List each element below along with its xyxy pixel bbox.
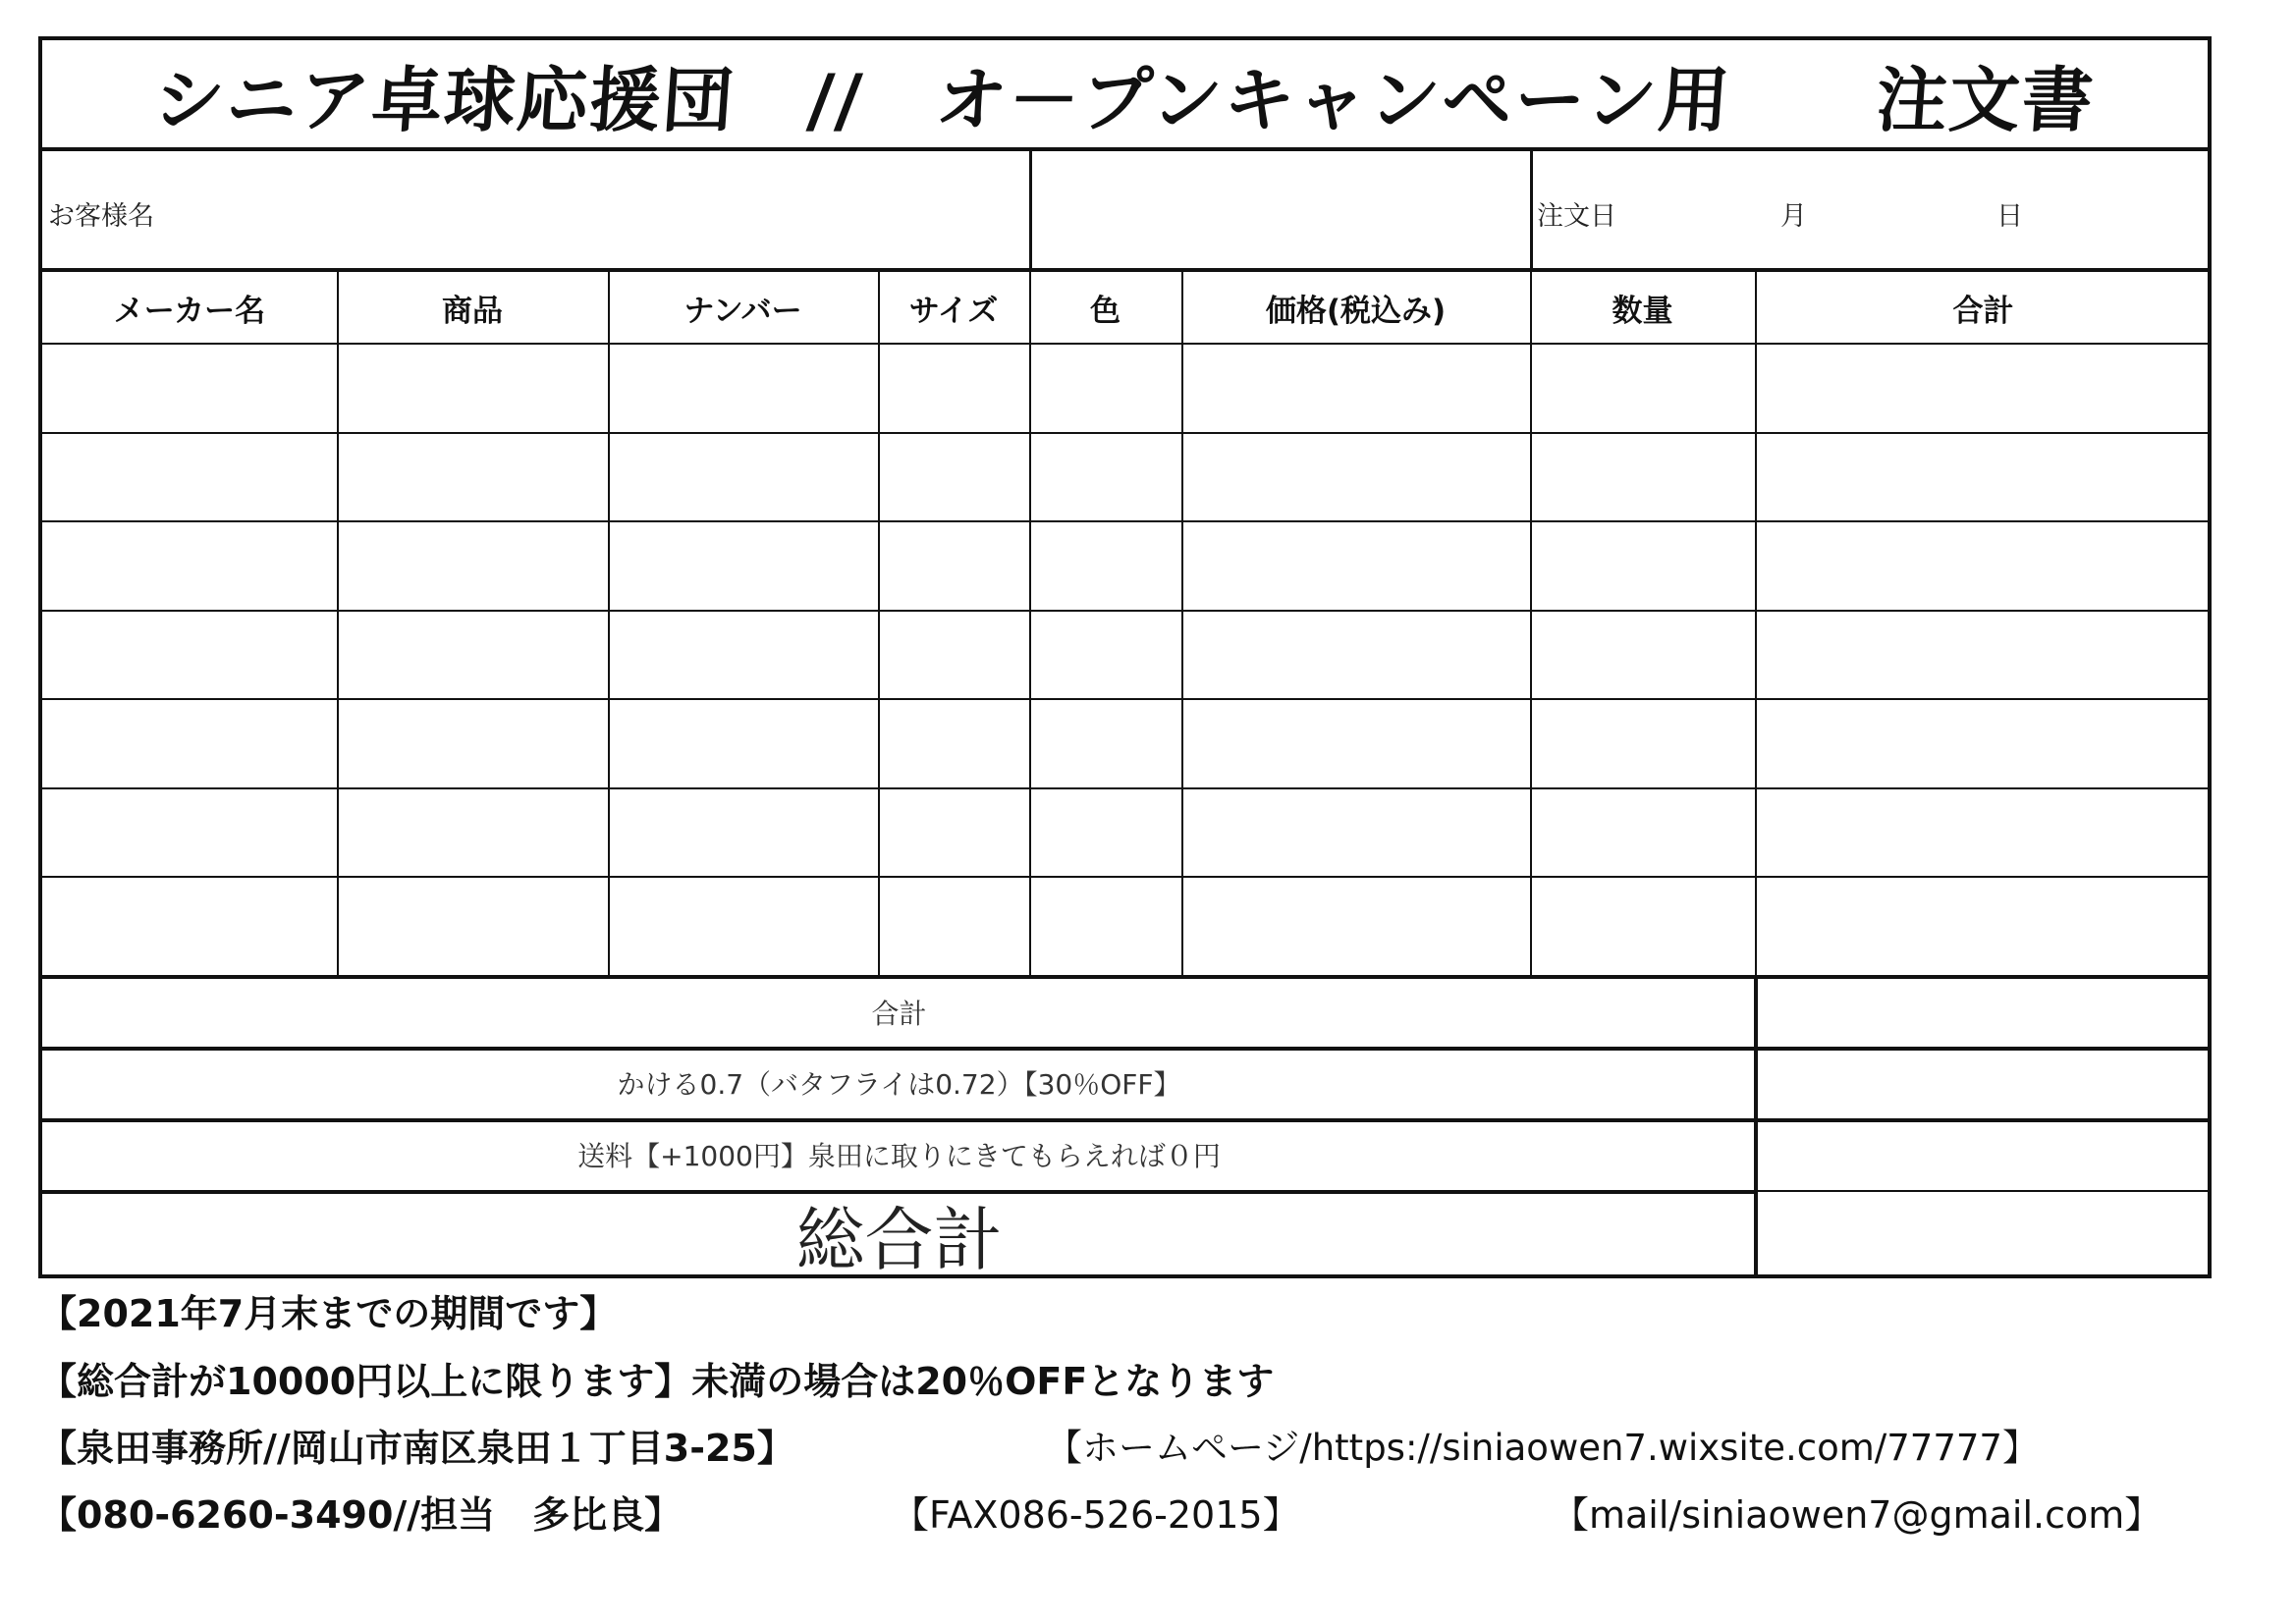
table-cell[interactable] xyxy=(1530,698,1755,787)
table-cell[interactable] xyxy=(1029,520,1181,610)
customer-name-label: お客様名 xyxy=(48,201,154,232)
table-cell[interactable] xyxy=(337,520,608,610)
customer-row xyxy=(42,151,2208,272)
table-cell[interactable] xyxy=(42,698,337,787)
table-cell[interactable] xyxy=(1029,787,1181,877)
table-cell[interactable] xyxy=(608,876,878,965)
header-product: 商品 xyxy=(442,293,503,329)
grid-line xyxy=(42,1190,1756,1194)
table-cell[interactable] xyxy=(337,610,608,699)
order-date-label: 注文日 xyxy=(1537,201,1616,232)
header-total: 合計 xyxy=(1952,293,2014,329)
table-cell[interactable] xyxy=(1755,343,2208,432)
table-cell[interactable] xyxy=(1181,876,1530,965)
table-cell[interactable] xyxy=(878,876,1029,965)
table-cell[interactable] xyxy=(337,432,608,521)
table-cell[interactable] xyxy=(1755,698,2208,787)
table-cell[interactable] xyxy=(878,787,1029,877)
table-cell[interactable] xyxy=(1029,610,1181,699)
header-quantity: 数量 xyxy=(1612,293,1673,329)
header-number: ナンバー xyxy=(683,293,802,329)
table-cell[interactable] xyxy=(1181,698,1530,787)
table-cell[interactable] xyxy=(1755,520,2208,610)
grand-total-label: 総合計 xyxy=(795,1199,1003,1280)
header-maker: メーカー名 xyxy=(113,293,266,329)
table-cell[interactable] xyxy=(337,787,608,877)
table-cell[interactable] xyxy=(1181,787,1530,877)
shipping-label: 送料【+1000円】泉田に取りにきてもらえれば０円 xyxy=(577,1140,1221,1172)
grid-line xyxy=(42,1047,2208,1051)
order-month-label: 月 xyxy=(1780,201,1807,232)
header-price: 価格(税込み) xyxy=(1265,293,1447,329)
footer-condition: 【総合計が10000円以上に限ります】未満の場合は20％OFFとなります xyxy=(39,1360,1275,1403)
table-cell[interactable] xyxy=(878,698,1029,787)
table-cell[interactable] xyxy=(337,698,608,787)
shipping-value[interactable] xyxy=(1757,1119,2212,1190)
order-form xyxy=(38,36,2212,1278)
footer-homepage[interactable]: 【ホームページ/https://siniaowen7.wixsite.com/77777】 xyxy=(1046,1427,2039,1469)
footer-fax: 【FAX086-526-2015】 xyxy=(892,1493,1300,1537)
divider xyxy=(1530,151,1533,268)
table-cell[interactable] xyxy=(608,432,878,521)
grid-line xyxy=(42,1118,2208,1122)
table-cell[interactable] xyxy=(42,787,337,877)
grid-line xyxy=(1754,977,1758,1277)
footer-period: 【2021年7月末までの期間です】 xyxy=(39,1292,618,1335)
divider xyxy=(1029,151,1032,268)
title-row xyxy=(42,40,2208,151)
order-day-label: 日 xyxy=(1996,201,2023,232)
table-cell[interactable] xyxy=(608,343,878,432)
footer-mail[interactable]: 【mail/siniaowen7@gmail.com】 xyxy=(1552,1493,2162,1537)
table-cell[interactable] xyxy=(608,520,878,610)
subtotal-label: 合計 xyxy=(871,998,927,1030)
grid-line xyxy=(42,975,2208,979)
table-cell[interactable] xyxy=(1029,343,1181,432)
table-cell[interactable] xyxy=(1755,610,2208,699)
table-cell[interactable] xyxy=(878,432,1029,521)
table-cell[interactable] xyxy=(1530,432,1755,521)
table-cell[interactable] xyxy=(1530,343,1755,432)
table-cell[interactable] xyxy=(608,787,878,877)
table-cell[interactable] xyxy=(1755,876,2208,965)
header-size: サイズ xyxy=(908,293,999,329)
table-cell[interactable] xyxy=(878,520,1029,610)
table-cell[interactable] xyxy=(42,610,337,699)
table-cell[interactable] xyxy=(1530,520,1755,610)
table-cell[interactable] xyxy=(1755,787,2208,877)
table-cell[interactable] xyxy=(42,432,337,521)
table-cell[interactable] xyxy=(1181,520,1530,610)
table-cell[interactable] xyxy=(42,876,337,965)
table-cell[interactable] xyxy=(1181,432,1530,521)
table-cell[interactable] xyxy=(1181,343,1530,432)
footer-office: 【泉田事務所//岡山市南区泉田１丁目3-25】 xyxy=(39,1427,794,1470)
grid-line xyxy=(1756,1190,2208,1192)
customer-extra-field[interactable] xyxy=(1029,151,1530,268)
discount-value[interactable] xyxy=(1757,1048,2212,1118)
subtotal-value[interactable] xyxy=(1757,978,2212,1047)
table-cell[interactable] xyxy=(608,698,878,787)
table-cell[interactable] xyxy=(337,876,608,965)
table-cell[interactable] xyxy=(878,343,1029,432)
table-cell[interactable] xyxy=(1530,876,1755,965)
table-cell[interactable] xyxy=(878,610,1029,699)
table-cell[interactable] xyxy=(1029,876,1181,965)
table-cell[interactable] xyxy=(337,343,608,432)
table-cell[interactable] xyxy=(608,610,878,699)
header-color: 色 xyxy=(1090,293,1121,329)
table-cell[interactable] xyxy=(42,343,337,432)
footer-phone: 【080-6260-3490//担当 多比良】 xyxy=(39,1493,683,1537)
customer-name-field[interactable] xyxy=(42,151,1029,268)
discount-label: かける0.7（バタフライは0.72）【30％OFF】 xyxy=(617,1068,1181,1101)
table-cell[interactable] xyxy=(1029,698,1181,787)
table-cell[interactable] xyxy=(1530,610,1755,699)
table-cell[interactable] xyxy=(42,520,337,610)
grand-total-value[interactable] xyxy=(1757,1192,2212,1276)
table-cell[interactable] xyxy=(1755,432,2208,521)
table-cell[interactable] xyxy=(1181,610,1530,699)
table-cell[interactable] xyxy=(1029,432,1181,521)
page-title: シニア卓球応援団 // オ－プンキャンペーン用 注文書 xyxy=(151,58,2099,141)
table-cell[interactable] xyxy=(1530,787,1755,877)
